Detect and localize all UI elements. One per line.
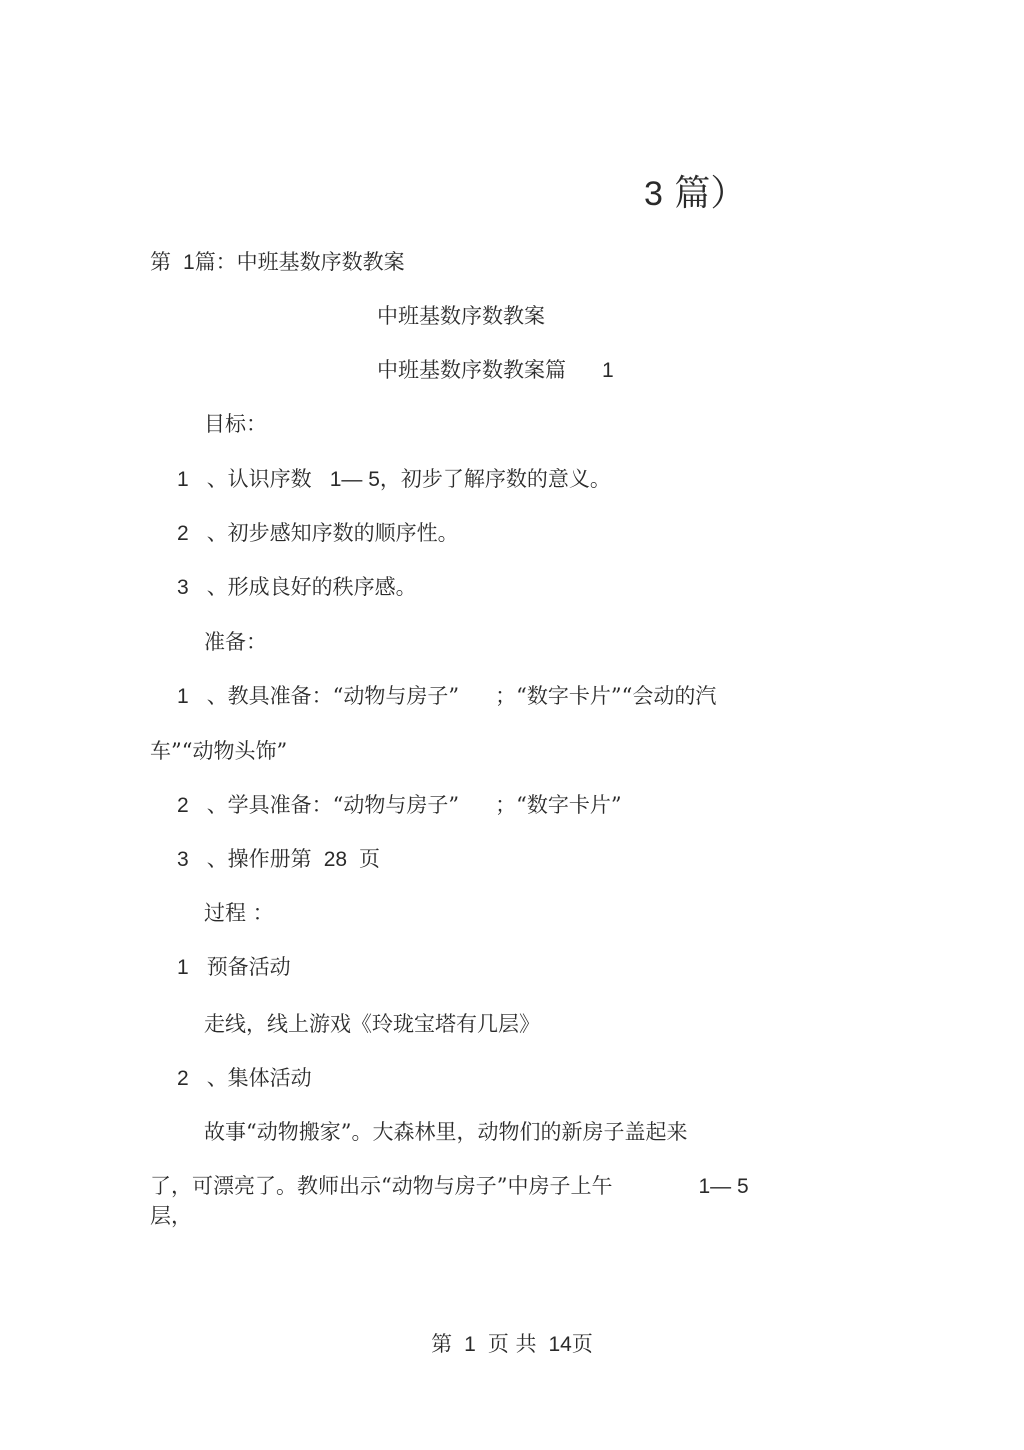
prep-2-number: 2 bbox=[177, 794, 189, 817]
process-step-2 bbox=[177, 1064, 312, 1093]
story-line-2-text: 了，可漂亮了。教师出示“动物与房子”中房子上午 bbox=[150, 1174, 613, 1198]
chapter-prefix: 第 bbox=[150, 250, 171, 274]
prep-3-text: 、操作册第 bbox=[206, 847, 312, 871]
prep-item-1 bbox=[177, 682, 716, 711]
document-subtitle bbox=[377, 356, 614, 385]
header-fragment bbox=[644, 172, 746, 216]
goal-3-text: 、形成良好的秩序感。 bbox=[206, 575, 417, 599]
chapter-heading bbox=[150, 248, 405, 277]
process-step-1 bbox=[177, 953, 291, 982]
goal-item-1 bbox=[177, 465, 611, 494]
goal-1-text-end: ，初步了解序数的意义。 bbox=[379, 467, 611, 491]
footer-suffix: 页 bbox=[571, 1332, 593, 1356]
page-footer bbox=[0, 1330, 1024, 1359]
story-line-3: 层， bbox=[150, 1204, 192, 1228]
prep-3-number: 3 bbox=[177, 848, 189, 871]
story-line-1: 故事“动物搬家”。大森林里，动物们的新房子盖起来 bbox=[204, 1120, 688, 1144]
prep-2-text-end: ；“数字卡片” bbox=[495, 793, 622, 817]
process-label: 过程 ： bbox=[204, 901, 274, 925]
chapter-number: 1 bbox=[183, 251, 195, 274]
footer-prefix: 第 bbox=[431, 1332, 453, 1356]
header-fragment-number: 3 bbox=[644, 175, 663, 213]
prep-label: 准备： bbox=[204, 630, 267, 654]
prep-3-page: 28 bbox=[323, 848, 348, 871]
prep-3-text-end: 页 bbox=[359, 847, 381, 871]
footer-total-pages: 14 bbox=[548, 1333, 572, 1356]
prep-item-3 bbox=[177, 845, 380, 874]
goal-1-text: 、认识序数 bbox=[206, 467, 312, 491]
prep-2-text: 、学具准备：“动物与房子” bbox=[206, 793, 460, 817]
step-1-text: 预备活动 bbox=[206, 955, 291, 979]
goal-2-text: 、初步感知序数的顺序性。 bbox=[206, 521, 459, 545]
story-line-2 bbox=[150, 1172, 749, 1201]
footer-middle: 页 共 bbox=[487, 1332, 537, 1356]
process-step-1-detail: 走线，线上游戏《玲珑宝塔有几层》 bbox=[204, 1012, 540, 1036]
goals-label: 目标： bbox=[204, 412, 267, 436]
goal-1-number: 1 bbox=[177, 468, 189, 491]
document-title: 中班基数序数教案 bbox=[377, 304, 545, 328]
prep-1-number: 1 bbox=[177, 685, 189, 708]
story-line-2-range: 1— 5 bbox=[698, 1175, 749, 1198]
goal-1-range: 1— 5 bbox=[329, 468, 380, 491]
goal-3-number: 3 bbox=[177, 576, 189, 599]
step-2-text: 、集体活动 bbox=[206, 1066, 312, 1090]
goal-2-number: 2 bbox=[177, 522, 189, 545]
subtitle-text: 中班基数序数教案篇 bbox=[377, 358, 566, 382]
step-1-number: 1 bbox=[177, 956, 189, 979]
header-fragment-text: 篇） bbox=[674, 173, 747, 214]
prep-1-text-end: ；“数字卡片”“会动的汽 bbox=[495, 684, 717, 708]
prep-item-1-continuation: 车”“动物头饰” bbox=[150, 739, 288, 763]
chapter-suffix: 篇：中班基数序数教案 bbox=[194, 250, 405, 274]
footer-page-number: 1 bbox=[464, 1333, 476, 1356]
prep-1-text: 、教具准备：“动物与房子” bbox=[206, 684, 460, 708]
prep-item-2 bbox=[177, 791, 622, 820]
step-2-number: 2 bbox=[177, 1067, 189, 1090]
goal-item-3 bbox=[177, 573, 417, 602]
subtitle-number: 1 bbox=[602, 359, 614, 382]
goal-item-2 bbox=[177, 519, 459, 548]
